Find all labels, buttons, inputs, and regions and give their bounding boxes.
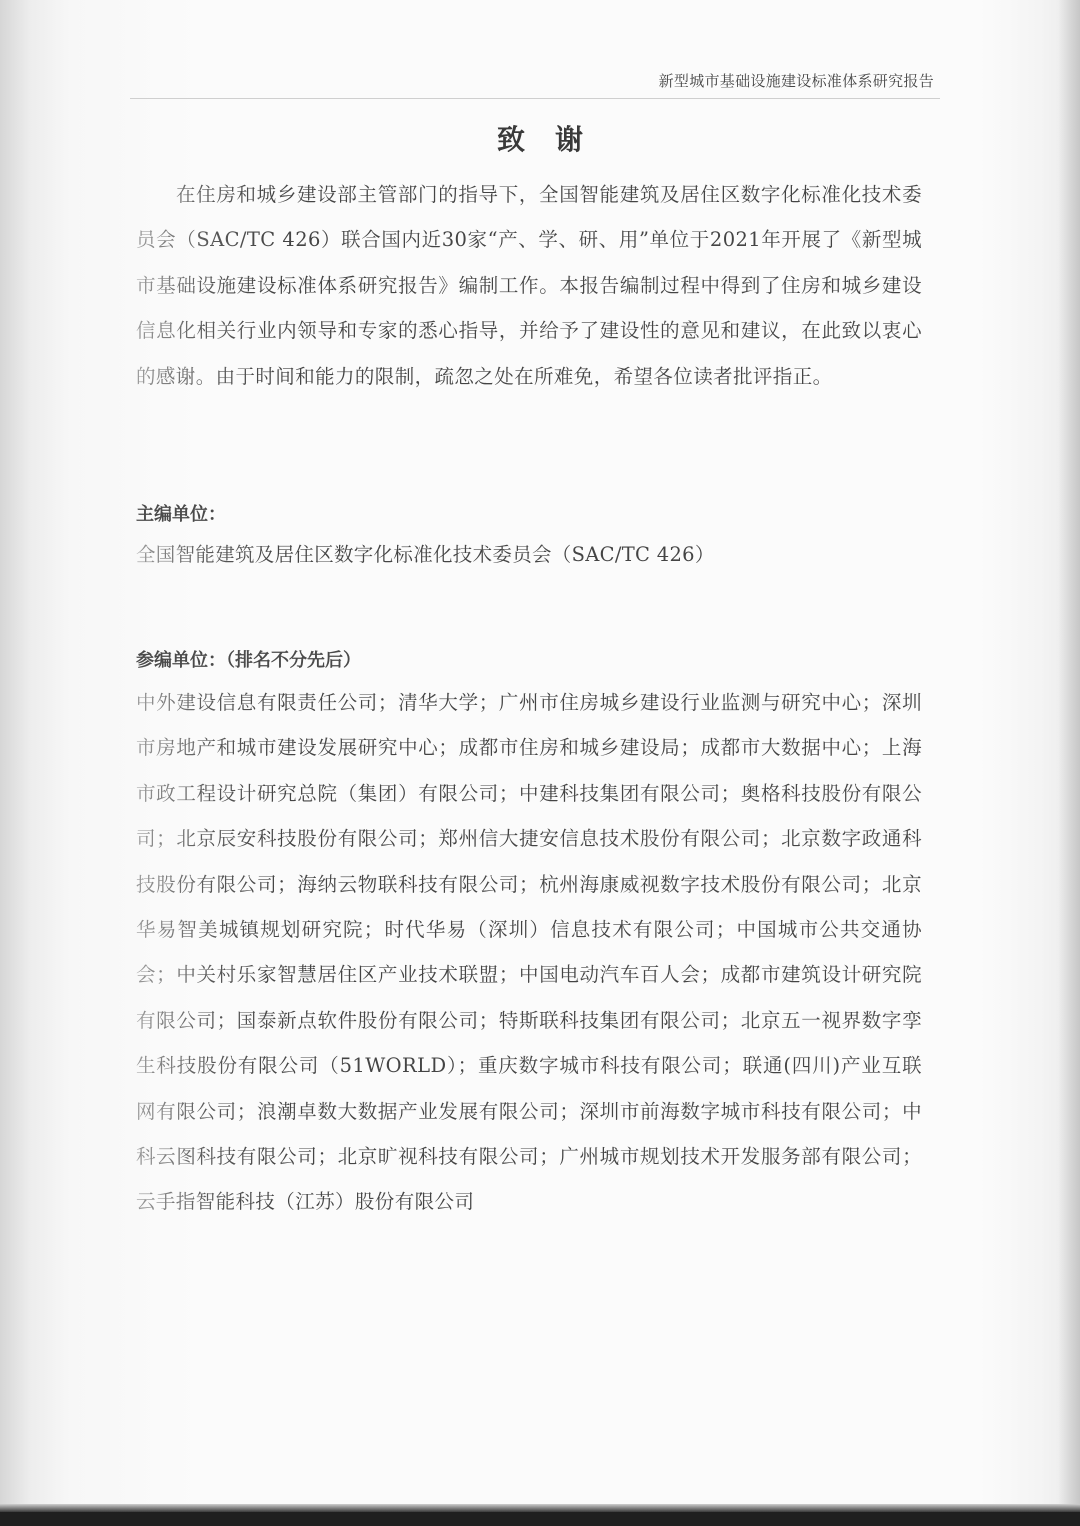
co-editors-heading: 参编单位：（排名不分先后） (136, 650, 361, 671)
scan-bottom-edge (0, 1504, 1080, 1526)
chief-editor-heading: 主编单位： (136, 504, 226, 525)
page-edge-shadow (1058, 0, 1080, 1526)
running-head: 新型城市基础设施建设标准体系研究报告 (658, 72, 934, 90)
acknowledgement-paragraph: 在住房和城乡建设部主管部门的指导下，全国智能建筑及居住区数字化标准化技术委员会（SAC/TC 426）联合国内近30家“产、学、研、用”单位于2021年开展了《新型城市基础设施建设标准体系研究报告》编制工作。本报告编制过程中得到了住房和城乡建设信息化相关行业内领导和专家的悉心指导，并给予了建设性的意见和建议，在此致以衷心的感谢。由于时间和能力的限制，疏忽之处在所难免，希望各位读者批评指正。 (136, 172, 922, 399)
page-title: 致谢 (496, 123, 613, 156)
chief-editor-unit: 全国智能建筑及居住区数字化标准化技术委员会（SAC/TC 426） (136, 539, 715, 567)
co-editors-list: 中外建设信息有限责任公司；清华大学；广州市住房城乡建设行业监测与研究中心；深圳市房地产和城市建设发展研究中心；成都市住房和城乡建设局；成都市大数据中心；上海市政工程设计研究总院（集团）有限公司；中建科技集团有限公司；奥格科技股份有限公司；北京辰安科技股份有限公司；郑州信大捷安信息技术股份有限公司；北京数字政通科技股份有限公司；海纳云物联科技有限公司；杭州海康威视数字技术股份有限公司；北京华易智美城镇规划研究院；时代华易（深圳）信息技术有限公司；中国城市公共交通协会；中关村乐家智慧居住区产业技术联盟；中国电动汽车百人会；成都市建筑设计研究院有限公司；国泰新点软件股份有限公司；特斯联科技集团有限公司；北京五一视界数字孪生科技股份有限公司（51WORLD）；重庆数字城市科技有限公司；联通(四川)产业互联网有限公司；浪潮卓数大数据产业发展有限公司；深圳市前海数字城市科技有限公司；中科云图科技有限公司；北京旷视科技有限公司；广州城市规划技术开发服务部有限公司；云手指智能科技（江苏）股份有限公司 (136, 680, 922, 1225)
header-rule (130, 98, 940, 99)
